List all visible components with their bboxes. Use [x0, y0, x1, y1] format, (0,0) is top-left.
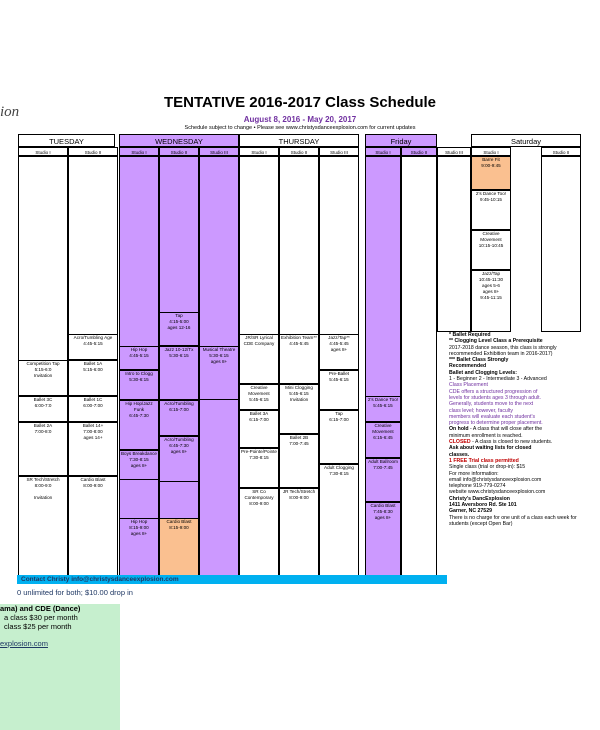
class-cell [239, 488, 279, 576]
pricing-line: a class $30 per month [4, 613, 78, 622]
class-time: 4:15-5:00 [169, 319, 189, 324]
class-name: Creative Movement [480, 231, 502, 242]
class-name: Intro to Clogg [125, 371, 153, 376]
class-cell [319, 370, 359, 410]
notes-panel [449, 332, 589, 527]
class-cell [119, 400, 159, 450]
class-time: 5:45-6:15 [289, 391, 309, 396]
class-name: Pre-Ballet [328, 371, 350, 376]
class-level: ages 8+ [130, 531, 148, 536]
class-time: 7:30-8:15 [249, 455, 269, 460]
note-line: Generally, students move to the next [449, 401, 534, 408]
class-time: 7:00-8:0 [34, 429, 52, 434]
class-name: Boys Breakdance [120, 451, 157, 456]
studio-header: Studio III [199, 147, 239, 156]
class-cell [319, 464, 359, 576]
class-name: Jazz 10-12/Tx [164, 347, 194, 352]
class-cell [68, 360, 118, 396]
class-time: 8:15-9:00 [169, 525, 189, 530]
class-cell [159, 346, 199, 400]
studio-header: Studio I [239, 147, 279, 156]
schedule-subtitle: Schedule subject to change • Please see www.christysdanceexplosion.com for current updates [184, 125, 416, 131]
class-time: 5:45-6:15 [249, 397, 269, 402]
class-cell [159, 400, 199, 436]
class-cell [159, 518, 199, 576]
page-title: TENTATIVE 2016-2017 Class Schedule [163, 94, 437, 111]
class-name: Barre Fit [482, 157, 500, 162]
class-cell [68, 476, 118, 576]
class-name: 2's Dance Too! [475, 191, 507, 196]
note-line: levels for students ages 3 through adult. [449, 394, 541, 401]
studio-header: Studio I [119, 147, 159, 156]
logo-text: ion [0, 104, 20, 120]
class-cell [279, 334, 319, 384]
class-time: 5:30-6:15 [169, 353, 189, 358]
class-cell [471, 156, 511, 190]
class-name: Jazz/Tap** [328, 335, 350, 340]
class-level: ages 14+ [83, 435, 103, 440]
class-cell [159, 436, 199, 482]
class-time: 5:30-6:15 [129, 377, 149, 382]
class-time: 8:00-9:00 [289, 495, 309, 500]
note-line: Class Placement [449, 382, 488, 389]
class-name: Tap [335, 411, 343, 416]
class-level: Invitation [289, 397, 309, 402]
note-line: class level; however, faculty [449, 407, 514, 414]
class-cell [365, 422, 401, 458]
class-cell [319, 334, 359, 370]
class-name: Ballet 2A [33, 423, 53, 428]
class-name: Musical Theatre [202, 347, 236, 352]
class-cell [119, 370, 159, 400]
note-line: members will evaluate each student's [449, 413, 536, 420]
note-line: Garner, NC 27529 [449, 508, 492, 515]
class-name: Creative Movement [248, 385, 270, 396]
class-time: CDE Company [243, 341, 275, 346]
class-time: 5:45-6:15 [373, 403, 393, 408]
class-name: Acro/Tumbling [164, 437, 194, 442]
class-time: 10:15-10:45 [478, 243, 504, 248]
class-name: Ballet 2B [289, 435, 309, 440]
class-time: 7:30-8:15 [129, 457, 149, 462]
class-time: 8:00-9:00 [249, 501, 269, 506]
class-time: 6:00-7:00 [83, 403, 103, 408]
note-line: Christy's DancExplosion [449, 495, 510, 502]
class-time: 4:45-5:45 [289, 341, 309, 346]
class-cell [239, 448, 279, 488]
class-level: ages 8+ [130, 463, 148, 468]
class-level: ages 8+ [482, 289, 500, 294]
class-name: Hip Hop [130, 519, 148, 524]
class-time: 4:45-5:45 [329, 341, 349, 346]
note-line: For more information: [449, 470, 499, 477]
note-line: telephone 919-779-0274 [449, 483, 506, 490]
note-line: *** Ballet Class Strongly [449, 357, 509, 364]
class-name: Acro/Tumbling [164, 401, 194, 406]
class-name: Cardio Blast [370, 503, 396, 508]
class-time: 6:45-7:30 [169, 443, 189, 448]
class-time: 9:00-9:45 [481, 163, 501, 168]
note-line: ** Clogging Level Class a Prerequisite [449, 338, 543, 345]
note-line: progress to determine proper placement. [449, 420, 543, 427]
note-line: minimum enrollment is reached. [449, 432, 523, 439]
class-level: Invitation [33, 373, 53, 378]
studio-header: Studio II [401, 147, 437, 156]
class-name: Creative Movement [372, 423, 394, 434]
class-name: Cardio Blast [80, 477, 106, 482]
day-friday: Friday [365, 134, 437, 147]
note-line: website www.christysdanceexplosion.com [449, 489, 546, 496]
class-level: ages 8+ [170, 449, 188, 454]
class-cell [471, 270, 511, 332]
class-cell [365, 502, 401, 576]
class-time: 8:00-9:00 [83, 483, 103, 488]
contact-banner[interactable]: Contact Christy info@christysdanceexplosion.com [17, 575, 447, 584]
class-cell [239, 384, 279, 410]
class-time: 6:15-6:45 [373, 435, 393, 440]
studio-header: Studio III [319, 147, 359, 156]
class-level: Invitation [33, 495, 53, 500]
class-name: JR/SR Lyrical [245, 335, 273, 340]
note-line: 1411 Aversboro Rd. Ste 101 [449, 502, 517, 509]
class-cell [68, 334, 118, 360]
note-line: 2017-2018 dance season, this class is strongly [449, 344, 557, 351]
class-cell [471, 230, 511, 270]
note-line: email info@christysdanceexplosion.com [449, 476, 542, 483]
studio-header: Studio III [437, 147, 471, 156]
class-cell [18, 422, 68, 476]
note-line: classes. [449, 451, 470, 458]
class-name: Ballet 1C [83, 397, 103, 402]
class-level: ages 5-6 [482, 283, 500, 288]
class-cell [119, 450, 159, 480]
class-name: Tap [175, 313, 183, 318]
class-time: 8:15-9:00 [129, 525, 149, 530]
note-line: CDE offers a structured progression of [449, 388, 538, 395]
note-line: 1 FREE Trial class permitted [449, 457, 519, 464]
class-name: Acro/Tumbling Age [73, 335, 113, 340]
class-name: SR Tech/Stretch [26, 477, 60, 482]
class-cell [18, 360, 68, 396]
note-line: - A class is closed to new students. [470, 439, 553, 446]
note-line: * Ballet Required [449, 332, 491, 338]
class-cell [279, 488, 319, 576]
class-cell [471, 190, 511, 230]
class-time: 6:15-7:00 [169, 407, 189, 412]
class-time: 6:15-7:00 [329, 417, 349, 422]
note-line: Ask about waiting lists for closed [449, 445, 532, 452]
column-fri-s2 [401, 156, 437, 576]
studio-header: Studio II [279, 147, 319, 156]
class-time: 5:30-6:15 [209, 353, 229, 358]
studio-header: Studio I [471, 147, 511, 156]
class-cell [365, 396, 401, 422]
studio-header: Studio II [541, 147, 581, 156]
class-time: 7:00-8:00 [83, 429, 103, 434]
class-cell [279, 434, 319, 488]
class-cell [18, 476, 68, 576]
onhold-label: On hold [449, 426, 469, 433]
class-time: 4:45-5:15 [129, 353, 149, 358]
day-thursday: THURSDAY [239, 134, 359, 147]
class-name: Hip Hop/Jazz Funk [125, 401, 153, 412]
class-name: Competition Tap [26, 361, 60, 366]
class-time: 10:45-11:30 [478, 277, 504, 282]
class-level: ages 12-16 [167, 325, 191, 330]
class-name: Hip Hop [130, 347, 148, 352]
studio-header: Studio I [18, 147, 68, 156]
class-cell [68, 396, 118, 422]
class-cell [68, 422, 118, 476]
class-time: 6:00-7:0 [34, 403, 52, 408]
class-time: 5:15-6:0 [34, 367, 52, 372]
studio-header: Studio II [159, 147, 199, 156]
class-name: SR Co Contemporary [244, 489, 274, 500]
class-name: Exhibition Team** [281, 335, 317, 340]
note-line: recommended Exhibition team in 2016-2017) [449, 350, 553, 357]
class-name: Mini Clogging [285, 385, 313, 390]
class-cell [199, 346, 239, 400]
class-time: 6:45-7:30 [129, 413, 149, 418]
note-line: - A class that will close after the [468, 426, 543, 433]
season-dates: August 8, 2016 - May 20, 2017 [243, 115, 357, 124]
note-line: 1 - Beginner 2 - Intermediate 3 - Advanced [449, 376, 547, 383]
class-level: ages 8+ [374, 515, 392, 520]
pricing-box [0, 604, 120, 730]
class-name: Ballet 3A [249, 411, 269, 416]
class-cell [119, 346, 159, 370]
class-cell [119, 518, 159, 576]
class-name: Pre-Pointe/Pointe [240, 449, 277, 454]
class-name: Ballet 3C [33, 397, 53, 402]
class-cell [279, 384, 319, 434]
column-sat-s2 [541, 156, 581, 332]
pricing-line: ama) and CDE (Dance) [0, 604, 81, 613]
day-tuesday: TUESDAY [18, 134, 115, 147]
class-time: 6:15-7:00 [249, 417, 269, 422]
class-time: 7:00-7:45 [289, 441, 309, 446]
class-cell [18, 396, 68, 422]
note-line: Single class (trial or drop-in): $15 [449, 464, 526, 471]
class-time: 4:45-5:15 [83, 341, 103, 346]
dropin-text: 0 unlimited for both; $10.00 drop in [17, 588, 133, 597]
class-name: Adult Clogging [324, 465, 354, 470]
class-name: JR Tech/Stretch [282, 489, 316, 494]
class-name: Cardio Blast [166, 519, 192, 524]
class-time: 8:00-9:0 [34, 483, 52, 488]
note-line: Recommended [449, 363, 487, 370]
class-cell [159, 312, 199, 346]
note-line: There is no charge for one unit of a class each week for students (except Open Bar) [449, 514, 577, 527]
class-time: 5:45-6:15 [329, 377, 349, 382]
class-cell [239, 410, 279, 448]
closed-label: CLOSED [449, 439, 471, 446]
class-name: Ballet 14+ [82, 423, 104, 428]
class-cell [319, 410, 359, 464]
class-cell [365, 458, 401, 502]
class-name: Jazz/Tap [481, 271, 501, 276]
pricing-line: class $25 per month [4, 622, 72, 631]
class-name: Ballet 1A [83, 361, 103, 366]
note-line: Ballet and Clogging Levels: [449, 369, 518, 376]
class-level: ages 8+ [210, 359, 228, 364]
class-time: 9:45-10:15 [480, 197, 502, 202]
class-time: 7:00-7:45 [373, 465, 393, 470]
class-cell [239, 334, 279, 384]
day-saturday: Saturday [471, 134, 581, 147]
class-level: ages 8+ [330, 347, 348, 352]
website-link: explosion.com [0, 639, 48, 648]
class-time: 7:30-8:15 [329, 471, 349, 476]
class-time: 7:45-8:30 [373, 509, 393, 514]
class-name: 2's Dance Too! [367, 397, 399, 402]
day-wednesday: WEDNESDAY [119, 134, 239, 147]
class-time: 5:15-6:00 [83, 367, 103, 372]
class-time: 9:45-11:15 [480, 295, 502, 300]
column-fri-s3 [437, 156, 471, 332]
class-name: Adult Ballroom [368, 459, 398, 464]
studio-header: Studio I [365, 147, 401, 156]
studio-header: Studio II [68, 147, 118, 156]
